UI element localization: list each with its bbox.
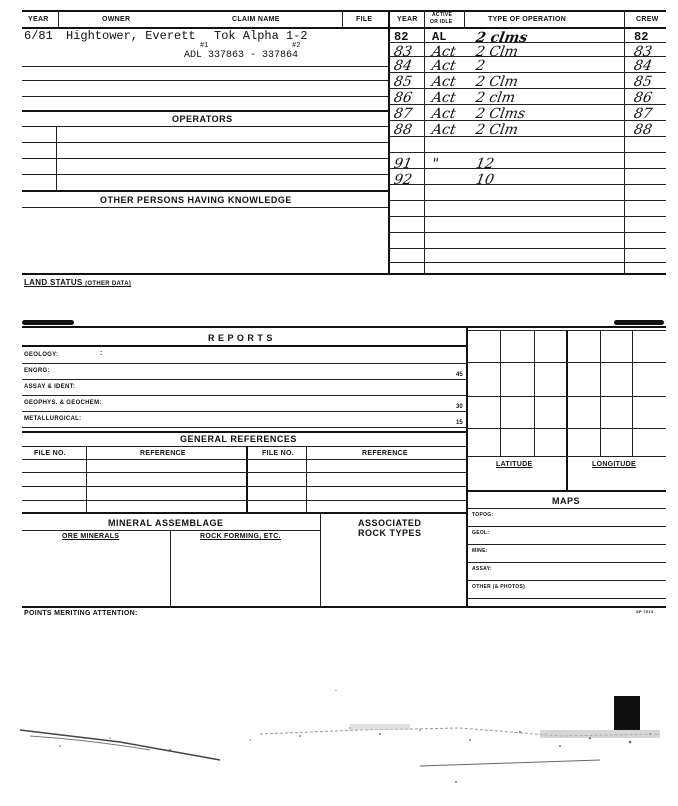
op-row-rule: [388, 262, 666, 263]
map-row-label: OTHER (& PHOTOS): [472, 584, 526, 590]
op-year: 92: [392, 172, 414, 188]
ref-divider: [86, 446, 87, 512]
rule: [22, 66, 388, 67]
rule: [22, 126, 388, 127]
mineral-divider: [170, 530, 171, 606]
op-type: 2: [474, 58, 487, 74]
report-rule: [22, 379, 466, 380]
grid-col: [534, 330, 535, 456]
scan-noise: [0, 690, 678, 806]
entry-owner: Hightower, Everett: [66, 29, 196, 43]
maps-label: MAPS: [552, 496, 581, 506]
op-crew: 83: [632, 44, 654, 60]
ref-divider: [246, 446, 248, 512]
map-row-label: GEOL:: [472, 530, 490, 536]
op-year: 82: [394, 30, 409, 44]
report-rule: [22, 395, 466, 396]
grid-row: [466, 508, 666, 509]
grid-col: [600, 330, 601, 456]
report-rule: [22, 411, 466, 412]
report-label: METALLURGICAL:: [24, 416, 82, 422]
black-bar-left: [22, 320, 74, 325]
hdr-div: [464, 10, 465, 27]
land-status-label: [24, 278, 131, 287]
grid-row: [466, 330, 666, 331]
rule: [22, 273, 666, 275]
rule: [22, 142, 388, 143]
rule: [22, 431, 466, 433]
associated-label-1: ASSOCIATED: [358, 518, 422, 528]
op-type: 2 clm: [474, 90, 517, 106]
header-owner: OWNER: [102, 16, 131, 23]
grid-col: [500, 330, 501, 456]
latitude-label: LATITUDE: [496, 461, 533, 468]
op-status: ": [430, 156, 440, 172]
entry-adl: ADL 337863 - 337864: [184, 50, 299, 61]
op-row-rule: [388, 200, 666, 201]
entry-sub-2: #2: [292, 42, 301, 50]
main-divider: [388, 10, 390, 275]
op-crew: 85: [632, 74, 654, 90]
op-year: 88: [392, 122, 414, 138]
hdr-div: [424, 10, 425, 275]
op-status: Act: [430, 44, 457, 60]
op-status: AL: [432, 30, 447, 44]
black-bar-right: [614, 320, 664, 325]
other-persons-label: OTHER PERSONS HAVING KNOWLEDGE: [100, 195, 292, 205]
op-year: 84: [392, 58, 414, 74]
op-type: 10: [474, 172, 496, 188]
land-status-sub: (OTHER DATA): [85, 281, 132, 287]
hdr-div: [624, 10, 625, 275]
op-year: 86: [392, 90, 414, 106]
report-label: ENGRG:: [24, 368, 50, 374]
reports-label: R E P O R T S: [208, 333, 273, 343]
mineral-assemblage-label: MINERAL ASSEMBLAGE: [108, 518, 224, 528]
report-number: 15: [456, 420, 463, 426]
header-active-1: ACTIVE: [432, 12, 453, 18]
op-year: 87: [392, 106, 414, 122]
report-label: GEOPHYS. & GEOCHEM:: [24, 400, 102, 406]
ref-header-ref-2: REFERENCE: [362, 450, 408, 457]
rule: [22, 472, 466, 473]
rule: [22, 326, 666, 328]
entry-sub-1: #1: [200, 42, 209, 50]
points-label: POINTS MERITING ATTENTION:: [24, 610, 138, 617]
ref-header-file-1: FILE NO.: [34, 450, 66, 457]
op-status: Act: [430, 106, 457, 122]
op-status: Act: [430, 122, 457, 138]
ore-minerals-header: ORE MINERALS: [62, 533, 120, 540]
grid-col: [632, 330, 633, 456]
grid-row: [466, 428, 666, 429]
rule: [22, 96, 388, 97]
report-label: GEOLOGY:: [24, 352, 59, 358]
rule: [22, 446, 466, 447]
rule: [22, 174, 388, 175]
report-number: 45: [456, 372, 463, 378]
entry-claim: Tok Alpha 1-2: [214, 29, 308, 43]
op-year: 91: [392, 156, 414, 172]
grid-row: [466, 362, 666, 363]
op-row-rule: [388, 56, 666, 57]
rule: [22, 530, 320, 531]
rock-forming-header: ROCK FORMING, ETC.: [200, 533, 281, 540]
rule: [22, 158, 388, 159]
top-border: [22, 10, 666, 12]
report-number: 30: [456, 404, 463, 410]
op-crew: 87: [632, 106, 654, 122]
map-row-label: TOPOG:: [472, 512, 494, 518]
map-row-label: MINE:: [472, 548, 488, 554]
report-rule: [22, 363, 466, 364]
longitude-label: LONGITUDE: [592, 461, 636, 468]
op-row-rule: [388, 42, 666, 43]
op-type: 2 Clm: [474, 74, 520, 90]
op-type: 2 Clm: [474, 44, 520, 60]
report-mark: :: [100, 350, 103, 357]
rule: [22, 110, 388, 112]
op-status: Act: [430, 74, 457, 90]
op-type: 12: [474, 156, 496, 172]
op-status: Act: [430, 90, 457, 106]
hdr-div: [342, 10, 343, 27]
operators-label: OPERATORS: [172, 114, 233, 124]
report-rule: [22, 427, 466, 428]
op-row-rule: [388, 232, 666, 233]
header-active-2: OR IDLE: [430, 19, 453, 25]
map-row-rule: [466, 598, 666, 599]
grid-row: [466, 456, 666, 457]
operators-divider: [56, 126, 57, 190]
op-type: 2 Clms: [474, 106, 527, 122]
op-row-rule: [388, 168, 666, 169]
grid-row: [466, 490, 666, 492]
land-status-text: LAND STATUS: [24, 278, 83, 287]
op-row-rule: [388, 184, 666, 185]
rule: [22, 459, 466, 460]
map-row-rule: [466, 562, 666, 563]
grid-row: [466, 396, 666, 397]
form-number: SP 7013: [636, 609, 654, 614]
rule: [22, 190, 388, 192]
header-claim-name: CLAIM NAME: [232, 16, 280, 23]
rule: [22, 486, 466, 487]
op-type: 2 Clm: [474, 122, 520, 138]
header-type-of-operation: TYPE OF OPERATION: [488, 16, 567, 23]
map-row-rule: [466, 580, 666, 581]
general-references-label: GENERAL REFERENCES: [180, 434, 297, 444]
mineral-divider: [320, 512, 321, 606]
header-file: FILE: [356, 16, 373, 23]
op-status: Act: [430, 58, 457, 74]
map-row-label: ASSAY:: [472, 566, 492, 572]
associated-label-2: ROCK TYPES: [358, 528, 422, 538]
rule: [22, 606, 666, 608]
op-row-rule: [388, 248, 666, 249]
grid-divider: [466, 326, 468, 606]
op-year: 85: [392, 74, 414, 90]
grid-col-mid: [566, 330, 568, 490]
header-year-2: YEAR: [397, 16, 418, 23]
ref-header-ref-1: REFERENCE: [140, 450, 186, 457]
op-row-rule: [388, 152, 666, 153]
op-crew: 84: [632, 58, 654, 74]
header-crew: CREW: [636, 16, 659, 23]
op-crew: 86: [632, 90, 654, 106]
report-label: ASSAY & IDENT:: [24, 384, 76, 390]
map-row-rule: [466, 526, 666, 527]
op-row-rule: [388, 216, 666, 217]
map-row-rule: [466, 544, 666, 545]
ref-divider: [306, 446, 307, 512]
op-crew: 82: [634, 30, 649, 44]
hdr-div: [58, 10, 59, 27]
op-year: 83: [392, 44, 414, 60]
rule: [22, 80, 388, 81]
rule: [22, 345, 466, 347]
entry-year: 6/81: [24, 29, 53, 43]
rule: [22, 207, 388, 208]
header-year: YEAR: [28, 16, 49, 23]
op-type: 2 clms: [474, 30, 529, 46]
op-crew: 88: [632, 122, 654, 138]
ref-header-file-2: FILE NO.: [262, 450, 294, 457]
rule: [22, 500, 466, 501]
rule: [22, 512, 466, 514]
